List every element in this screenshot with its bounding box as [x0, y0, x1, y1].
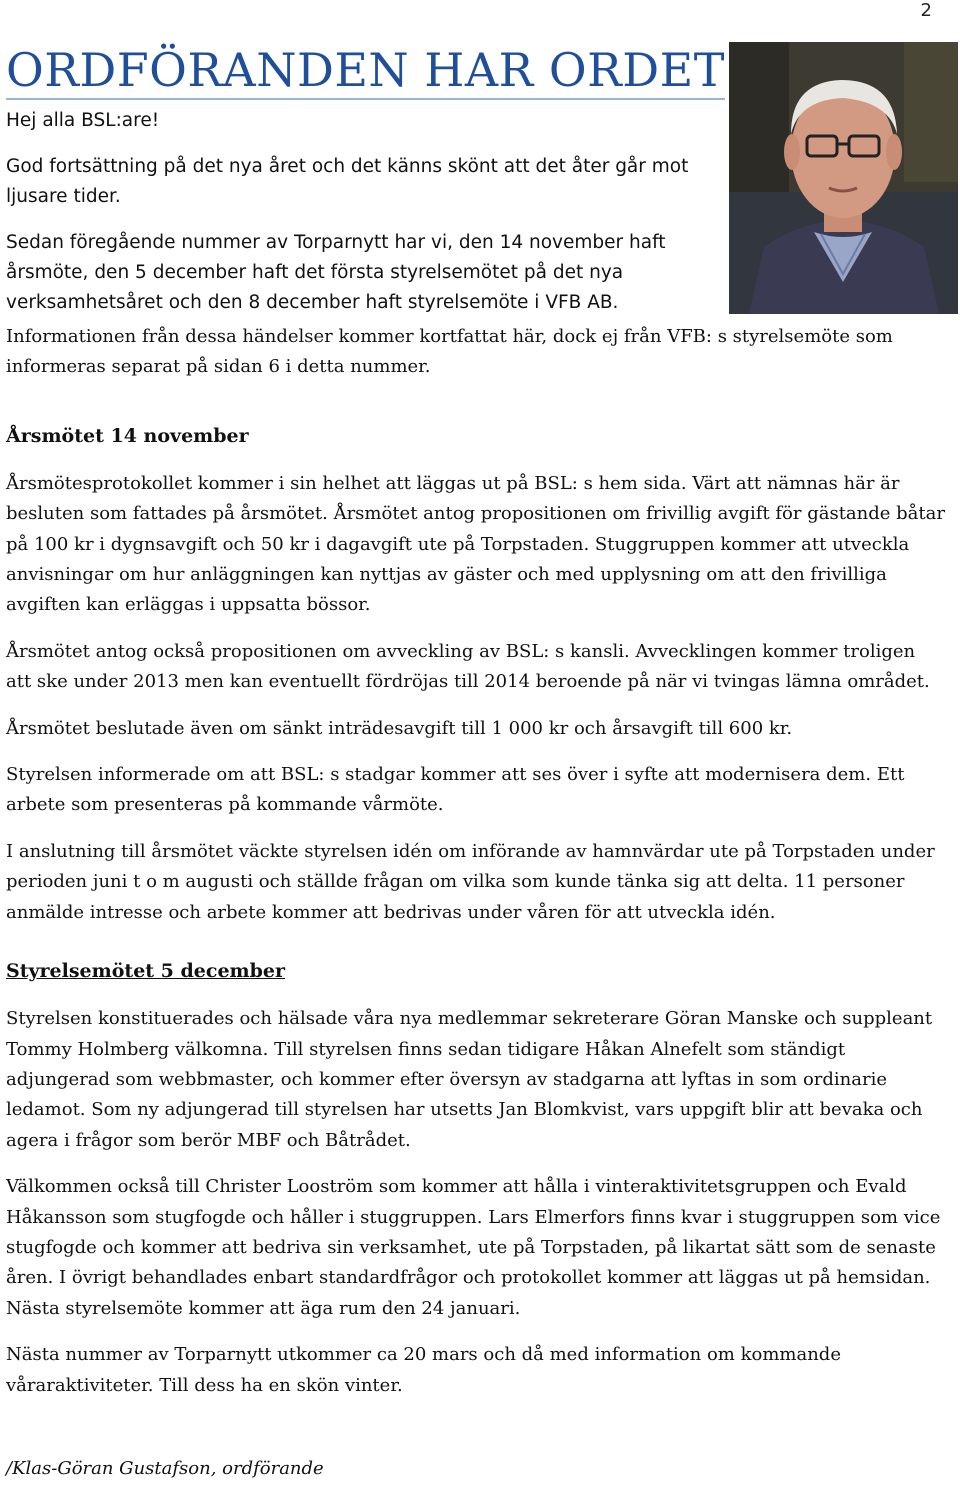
annual-meeting-paragraph: Styrelsen informerade om att BSL: s stadgar kommer att ses över i syfte att modernisera dem. Ett arbete som presenteras på kommande vårmöte. — [6, 764, 905, 816]
greeting: Hej alla BSL:are! — [6, 110, 160, 131]
board-meeting-paragraph: Välkommen också till Christer Looström som kommer att hålla i vinteraktivitetsgruppen och Evald Håkansson som stugfogde och håller i stuggruppen. Lars Elmerfors finns kvar i stuggruppen som vice stugfogde och kommer att bedriva sin verksamhet, ute på Torpstaden, på likartat sätt som de senaste åren. I övrigt behandlades enbart standardfrågor och protokollet kommer att läggas ut på hemsidan. Nästa styrelsemöte kommer att äga rum den 24 januari. — [6, 1176, 941, 1319]
portrait-illustration — [729, 42, 958, 314]
intro-paragraph: God fortsättning på det nya året och det känns skönt att det åter går mot ljusare tider. — [6, 156, 689, 207]
board-meeting-paragraph: Styrelsen konstituerades och hälsade våra nya medlemmar sekreterare Göran Manske och suppleant Tommy Holmberg välkomna. Till styrelsen finns sedan tidigare Håkan Alnefelt som ständigt adjungerad som webbmaster, och kommer efter översyn av stadgarna att lyftas in som ordinarie ledamot. Som ny adjungerad till styrelsen har utsetts Jan Blomkvist, vars uppgift blir att bevaka och agera i frågor som berör MBF och Båtrådet. — [6, 1008, 933, 1151]
annual-meeting-paragraph: I anslutning till årsmötet väckte styrelsen idén om införande av hamnvärdar ute på Torpstaden under perioden juni t o m augusti och ställde frågan om vilka som kunde tänka sig att delta. 11 personer anmälde intresse och arbete kommer att bedrivas under våren för att utveckla idén. — [6, 840, 935, 923]
page-number: 2 — [920, 0, 932, 21]
section-heading-board-meeting: Styrelsemötet 5 december — [6, 960, 286, 983]
annual-meeting-paragraph: Årsmötet beslutade även om sänkt inträdesavgift till 1 000 kr och årsavgift till 600 kr. — [6, 717, 793, 739]
page-title: ORDFÖRANDEN HAR ORDET — [6, 42, 725, 100]
signature: /Klas-Göran Gustafson, ordförande — [6, 1458, 324, 1479]
article-body — [6, 322, 946, 1417]
intro-block — [6, 106, 706, 318]
section-heading-annual-meeting: Årsmötet 14 november — [6, 424, 249, 447]
annual-meeting-paragraph: Årsmötesprotokollet kommer i sin helhet att läggas ut på BSL: s hem sida. Värt att nämnas här är besluten som fattades på årsmötet. Årsmötet antog propositionen om frivillig avgift för gästande båtar på 100 kr i dygnsavgift och 50 kr i dagavgift ute på Torpstaden. Stuggruppen kommer att utveckla anvisningar om hur anläggningen kan nyttjas av gäster och med upplysning om att den frivilliga avgiften kan erläggas i uppsatta bössor. — [6, 472, 945, 616]
intro-continued-paragraph: Informationen från dessa händelser kommer kortfattat här, dock ej från VFB: s styrelsemöte som informeras separat på sidan 6 i detta nummer. — [6, 326, 893, 378]
annual-meeting-paragraph: Årsmötet antog också propositionen om avveckling av BSL: s kansli. Avvecklingen kommer troligen att ske under 2013 men kan eventuellt fördröjas till 2014 beroende på när vi tvingas lämna området. — [6, 640, 930, 693]
board-meeting-paragraph: Nästa nummer av Torparnytt utkommer ca 20 mars och då med information om kommande våraraktiviteter. Till dess ha en skön vinter. — [6, 1344, 841, 1396]
chairman-portrait-photo — [729, 42, 958, 314]
intro-paragraph: Sedan föregående nummer av Torparnytt har vi, den 14 november haft årsmöte, den 5 december haft det första styrelsemötet på det nya verksamhetsåret och den 8 december haft styrelsemöte i VFB AB. — [6, 232, 666, 313]
